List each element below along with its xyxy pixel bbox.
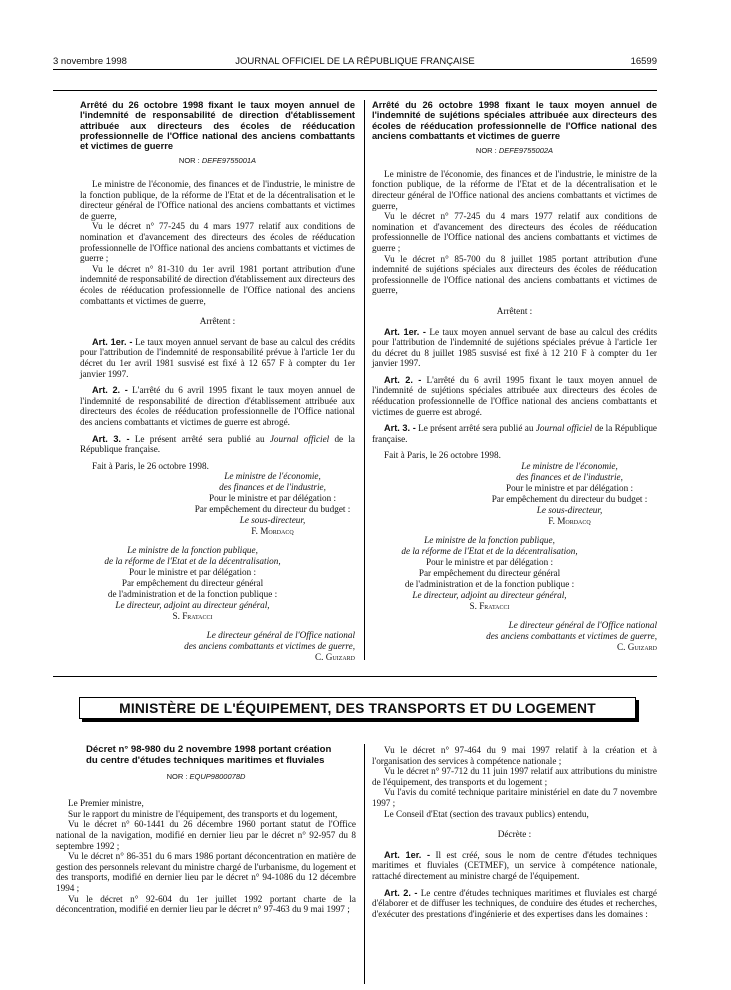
signature-line: C. Guizard	[314, 652, 355, 663]
decree-paragraph: Vu le décret n° 97-464 du 9 mai 1997 relatif à la création et à l'organisation des services à compétence nationale ;	[372, 745, 657, 766]
signature-line: F. Mordacq	[251, 526, 294, 537]
decree-art-2: Art. 2. - Le centre d'études techniques maritimes et fluviales est chargé d'élaborer et de diffuser les techniques, de conduire des études et recherches, d'exécuter des prestations d'ingénierie et des expertises dans les domaines :	[372, 887, 658, 919]
header-page-number: 16599	[630, 56, 657, 67]
signature-line: Le ministre de l'économie,	[521, 461, 618, 472]
ministry-heading: MINISTÈRE DE L'ÉQUIPEMENT, DES TRANSPORTS ET DU LOGEMENT	[79, 697, 636, 719]
left-fait: Fait à Paris, le 26 octobre 1998.	[92, 460, 209, 471]
column-divider-top	[364, 100, 365, 660]
right-visa-1: Vu le décret n° 77-245 du 4 mars 1977 relatif aux conditions de nomination et d'avancement des directeurs des écoles de rééducation professionnelle de l'Office national des anciens combattants et victimes de guerre ;	[372, 211, 657, 253]
signature-line: des finances et de l'industrie,	[516, 472, 623, 483]
decree-paragraph: Vu le décret n° 97-712 du 11 juin 1997 relatif aux attributions du ministre de l'équipement, des transports et du logement ;	[372, 766, 657, 787]
decree-paragraph: Le Premier ministre,	[68, 798, 144, 809]
header-date: 3 novembre 1998	[53, 56, 127, 67]
signature-line: Pour le ministre et par délégation :	[505, 483, 634, 494]
signature-line: Le directeur, adjoint au directeur général,	[412, 590, 567, 601]
left-visa-2: Vu le décret n° 81-310 du 1er avril 1981 portant attribution d'une indemnité de responsabilité de direction d'établissement aux directeurs des écoles de rééducation professionnelle de l'Office national des anciens combattants et victimes de guerre,	[80, 263, 355, 306]
left-art-1: Art. 1er. - Le taux moyen annuel servant de base au calcul des crédits pour l'attribution de l'indemnité de responsabilité prévue à l'article 1er du décret du 1er avril 1981 susvisé est fixé à 12 657 F à compter du 1er janvier 1997.	[80, 336, 356, 379]
signature-line: Le directeur, adjoint au directeur général,	[115, 600, 270, 611]
signature-line: S. Fratacci	[172, 611, 213, 622]
left-article-title: Arrêté du 26 octobre 1998 fixant le taux moyen annuel de l'indemnité de responsabilité de direction d'établissement attribuée aux directeurs des écoles de rééducation professionnelle de l'Office national des anciens combattants et victimes de guerre	[80, 100, 355, 152]
left-signatures	[80, 471, 355, 663]
signature-line: Par empêchement du directeur général	[121, 578, 264, 589]
left-nor: NOR : DEFE9755001A	[178, 156, 257, 166]
signature-line: de l'administration et de la fonction publique :	[107, 589, 278, 600]
decree-paragraph: Vu le décret n° 92-604 du 1er juillet 1992 portant charte de la déconcentration, modifié en dernier lieu par le décret n° 97-463 du 9 mai 1997 ;	[56, 893, 356, 915]
signature-line: Le ministre de la fonction publique,	[424, 535, 555, 546]
header-journal-title: JOURNAL OFFICIEL DE LA RÉPUBLIQUE FRANÇAISE	[235, 56, 475, 67]
right-fait: Fait à Paris, le 26 octobre 1998.	[384, 450, 501, 461]
ministry-rule	[53, 676, 657, 677]
signature-line: Le ministre de l'économie,	[224, 471, 321, 482]
decree-visas-left	[56, 798, 356, 915]
decree-left-column	[56, 745, 356, 915]
signature-line: Pour le ministre et par délégation :	[425, 557, 554, 568]
signature-line: Par empêchement du directeur du budget :	[491, 494, 648, 505]
left-preamble: Le ministre de l'économie, des finances et de l'industrie, le ministre de la fonction publique, de la réforme de l'Etat et de la décentralisation et le directeur général de l'Office national des anciens combattants et victimes de guerre,	[80, 179, 355, 221]
signature-line: F. Mordacq	[548, 516, 591, 527]
top-section-rule	[53, 90, 657, 91]
signature-line: Par empêchement du directeur général	[418, 568, 561, 579]
decree-paragraph: Le Conseil d'Etat (section des travaux publics) entendu,	[384, 808, 589, 819]
decree-nor: NOR : EQUP9800078D	[166, 771, 246, 781]
page-header	[53, 56, 657, 70]
left-article	[80, 100, 355, 663]
left-arretent: Arrêtent :	[199, 316, 236, 327]
right-article-title: Arrêté du 26 octobre 1998 fixant le taux moyen annuel de l'indemnité de sujétions spéciales attribuée aux directeurs des écoles de rééducation professionnelle de l'Office national des anciens combattants et victimes de guerre	[372, 100, 657, 141]
signature-line: Pour le ministre et par délégation :	[128, 567, 257, 578]
signature-line: des anciens combattants et victimes de guerre,	[184, 641, 355, 652]
decree-title-block	[56, 745, 356, 767]
decree-decrete: Décrète :	[497, 829, 532, 840]
signature-line: Le ministre de la fonction publique,	[127, 545, 258, 556]
decree-visas-right	[372, 745, 657, 819]
left-visa-1: Vu le décret n° 77-245 du 4 mars 1977 relatif aux conditions de nomination et d'avancement des directeurs des écoles de rééducation professionnelle de l'Office national des anciens combattants et victimes de guerre ;	[80, 221, 355, 264]
right-nor: NOR : DEFE9755002A	[475, 146, 554, 156]
left-art-3: Art. 3. - Le présent arrêté sera publié au Journal officiel de la République française.	[80, 433, 356, 455]
right-art-3: Art. 3. - Le présent arrêté sera publié au Journal officiel de la République française.	[372, 423, 657, 444]
signature-line: Le sous-directeur,	[536, 505, 603, 516]
signature-line: S. Fratacci	[469, 601, 510, 612]
signature-line: des anciens combattants et victimes de guerre,	[486, 631, 657, 642]
signature-line: C. Guizard	[616, 642, 657, 653]
decree-paragraph: Vu le décret n° 86-351 du 6 mars 1986 portant déconcentration en matière de gestion des personnels relevant du ministre chargé de l'urbanisme, du logement et des transports, modifié en dernier lieu par le décret n° 94-1086 du 12 décembre 1994 ;	[56, 851, 356, 893]
signature-line: des finances et de l'industrie,	[219, 482, 326, 493]
signature-line: de la réforme de l'Etat et de la décentralisation,	[401, 546, 578, 557]
right-art-2: Art. 2. - L'arrêté du 6 avril 1995 fixant le taux moyen annuel de l'indemnité de sujétions spéciales attribuée aux directeurs des écoles de rééducation professionnelle de l'Office national des anciens combattants et victimes de guerre est abrogé.	[372, 374, 658, 417]
decree-art-1: Art. 1er. - Il est créé, sous le nom de centre d'études techniques maritimes et fluviales (CETMEF), un service à compétence nationale, rattaché directement au ministre chargé de l'équipement.	[372, 849, 658, 881]
decree-title: Décret n° 98-980 du 2 novembre 1998 portant création du centre d'études techniques maritimes et fluviales	[86, 744, 332, 766]
signature-line: Pour le ministre et par délégation :	[208, 493, 337, 504]
right-signatures	[372, 461, 657, 653]
decree-right-column	[372, 745, 657, 919]
header-rule	[53, 69, 657, 70]
right-art-1: Art. 1er. - Le taux moyen annuel servant de base au calcul des crédits pour l'attribution de l'indemnité de sujétions spéciales prévue à l'article 1er du décret du 8 juillet 1985 susvisé est fixé à 12 210 F à compter du 1er janvier 1997.	[372, 326, 658, 369]
signature-line: Le sous-directeur,	[239, 515, 306, 526]
decree-paragraph: Vu l'avis du comité technique paritaire ministériel en date du 7 novembre 1997 ;	[372, 787, 657, 808]
right-preamble: Le ministre de l'économie, des finances et de l'industrie, le ministre de la fonction publique, de la réforme de l'Etat et de la décentralisation et le directeur général de l'Office national des anciens combattants et victimes de guerre,	[372, 168, 657, 211]
right-article	[372, 100, 657, 653]
column-divider-bottom	[364, 744, 365, 984]
signature-line: Le directeur général de l'Office national	[206, 630, 355, 641]
decree-paragraph: Vu le décret n° 60-1441 du 26 décembre 1960 portant statut de l'Office national de la navigation, modifié en dernier lieu par le décret n° 92-957 du 8 septembre 1992 ;	[56, 819, 356, 851]
signature-line: de la réforme de l'Etat et de la décentralisation,	[104, 556, 281, 567]
right-visa-2: Vu le décret n° 85-700 du 8 juillet 1985 portant attribution d'une indemnité de sujétions spéciales aux directeurs des écoles de rééducation professionnelle de l'Office national des anciens combattants et victimes de guerre,	[372, 253, 657, 296]
right-arretent: Arrêtent :	[496, 305, 533, 316]
signature-line: Par empêchement du directeur du budget :	[194, 504, 351, 515]
left-art-2: Art. 2. - L'arrêté du 6 avril 1995 fixant le taux moyen annuel de l'indemnité de responsabilité de direction d'établissement attribuée aux directeurs des écoles de rééducation professionnelle de l'Office national des anciens combattants et victimes de guerre est abrogé.	[80, 385, 356, 427]
signature-line: de l'administration et de la fonction publique :	[404, 579, 575, 590]
decree-paragraph: Sur le rapport du ministre de l'équipement, des transports et du logement,	[68, 808, 338, 819]
signature-line: Le directeur général de l'Office national	[508, 620, 657, 631]
